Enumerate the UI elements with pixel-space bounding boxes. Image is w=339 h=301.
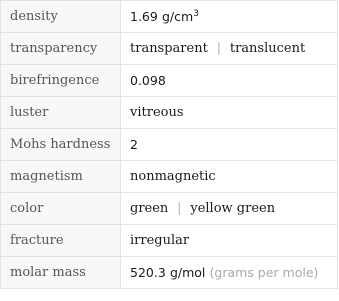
- property-label: magnetism: [1, 161, 121, 193]
- property-label: density: [1, 1, 121, 33]
- table-row: [1, 193, 338, 225]
- table-row: [1, 161, 338, 193]
- table-row: [1, 97, 338, 129]
- table-row: [1, 129, 338, 161]
- unit-exponent: 3: [193, 8, 199, 19]
- property-value: [121, 1, 338, 33]
- value-item: translucent: [229, 41, 306, 56]
- property-label: transparency: [1, 33, 121, 65]
- molar-mass-unit-note: (grams per mole): [209, 264, 319, 280]
- value-separator: |: [177, 201, 182, 215]
- value-item: yellow green: [190, 201, 276, 216]
- birefringence-value: 0.098: [130, 72, 166, 88]
- density-unit: $g/cm^3$: [161, 8, 199, 24]
- molar-mass-value: 520.3: [130, 264, 166, 280]
- property-value: nonmagnetic: [121, 161, 338, 193]
- density-value: 1.69: [130, 8, 158, 24]
- value-item: transparent: [130, 41, 208, 56]
- property-label: birefringence: [1, 65, 121, 97]
- property-label: fracture: [1, 225, 121, 257]
- property-value: [121, 65, 338, 97]
- property-label: luster: [1, 97, 121, 129]
- property-label: Mohs hardness: [1, 129, 121, 161]
- table-row: [1, 65, 338, 97]
- value-separator: |: [216, 41, 221, 55]
- table-row: [1, 33, 338, 65]
- table-row: [1, 1, 338, 33]
- property-value: irregular: [121, 225, 338, 257]
- molar-mass-unit: g/mol: [169, 264, 206, 280]
- value-item: green: [130, 201, 169, 216]
- hardness-value: 2: [130, 136, 138, 152]
- table-row: [1, 225, 338, 257]
- property-value: [121, 257, 338, 289]
- property-label: color: [1, 193, 121, 225]
- property-value: [121, 129, 338, 161]
- property-value: [121, 33, 338, 65]
- property-value: vitreous: [121, 97, 338, 129]
- property-label: molar mass: [1, 257, 121, 289]
- property-value: [121, 193, 338, 225]
- table-row: [1, 257, 338, 289]
